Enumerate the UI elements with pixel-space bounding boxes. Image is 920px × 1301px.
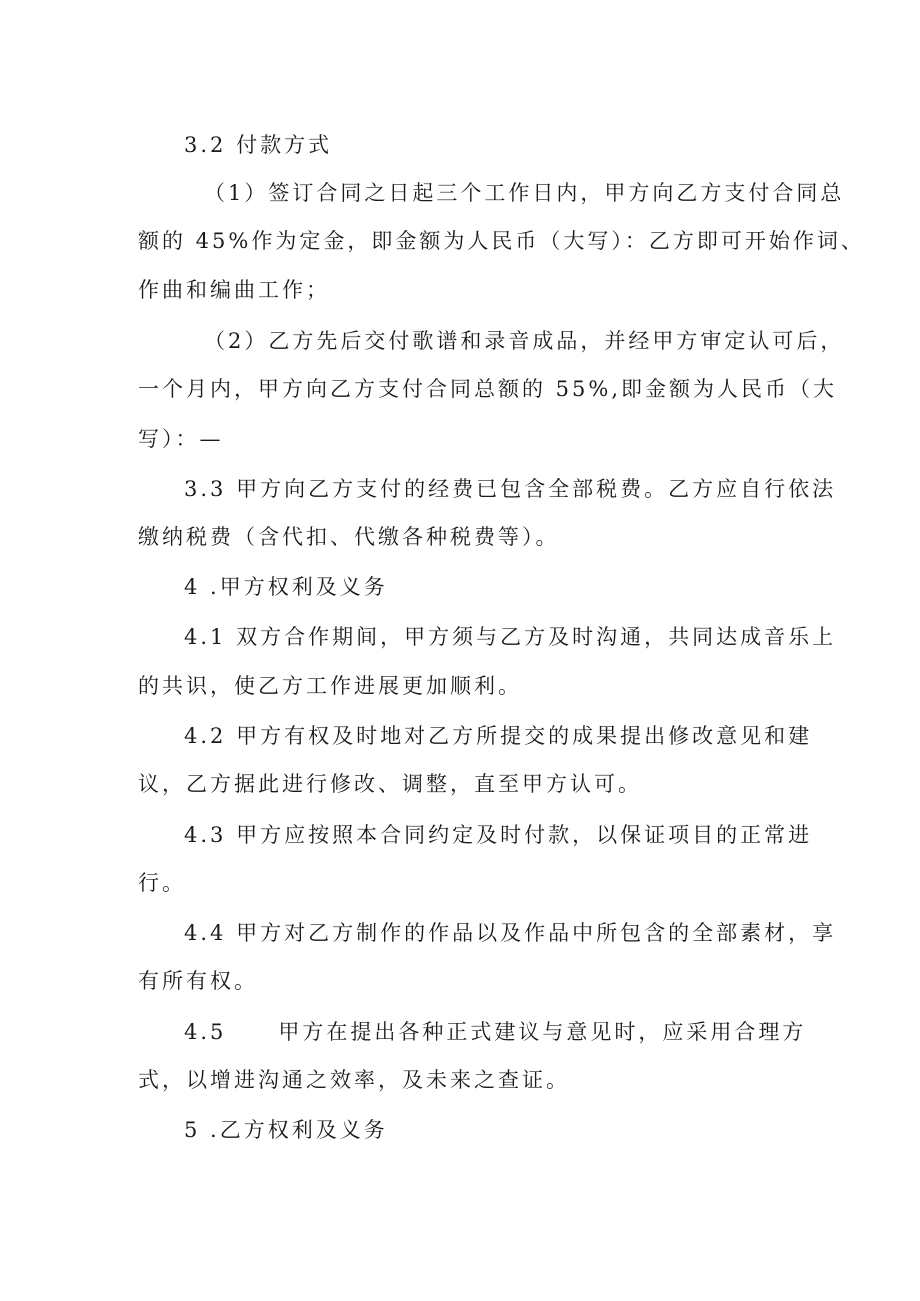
clause-4-3-line-2: 行。 xyxy=(138,871,186,895)
clause-4-4-line-2: 有所有权。 xyxy=(138,969,258,993)
clause-4-2-line-1: 4.2 甲方有权及时地对乙方所提交的成果提出修改意见和建 xyxy=(184,724,813,748)
clause-3-2-1-line-1: （1）签订合同之日起三个工作日内，甲方向乙方支付合同总 xyxy=(204,181,845,205)
clause-3-2-2-line-3: 写）：— xyxy=(138,427,224,451)
clause-4-5-line-2: 式，以增进沟通之效率，及未来之查证。 xyxy=(138,1068,570,1092)
clause-4-2-line-2: 议，乙方据此进行修改、调整，直至甲方认可。 xyxy=(138,772,642,796)
clause-4-1-line-2: 的共识，使乙方工作进展更加顺利。 xyxy=(138,674,522,698)
clause-4-5-line-1 xyxy=(184,1017,806,1047)
clause-4-3-line-1: 4.3 甲方应按照本合同约定及时付款，以保证项目的正常进 xyxy=(184,823,813,847)
clause-4-4-line-1: 4.4 甲方对乙方制作的作品以及作品中所包含的全部素材，享 xyxy=(184,921,837,945)
clause-3-2-1-line-3: 作曲和编曲工作； xyxy=(138,278,330,302)
clause-3-2-2-line-1: （2）乙方先后交付歌谱和录音成品，并经甲方审定认可后， xyxy=(204,329,845,353)
clause-3-3-line-1: 3.3 甲方向乙方支付的经费已包含全部税费。乙方应自行依法 xyxy=(184,477,837,501)
clause-4-5-text: 甲方在提出各种正式建议与意见时，应采用合理方 xyxy=(278,1020,807,1044)
section-5-heading: 5 .乙方权利及义务 xyxy=(184,1118,388,1142)
clause-3-2-1-line-2: 额的 45%作为定金，即金额为人民币（大写）：乙方即可开始作词、 xyxy=(138,229,865,253)
section-3-2-heading: 3.2 付款方式 xyxy=(184,133,333,157)
clause-3-3-line-2: 缴纳税费（含代扣、代缴各种税费等）。 xyxy=(138,525,560,549)
clause-4-5-number: 4.5 xyxy=(184,1020,227,1044)
section-4-heading: 4 .甲方权利及义务 xyxy=(184,575,388,599)
clause-4-1-line-1: 4.1 双方合作期间，甲方须与乙方及时沟通，共同达成音乐上 xyxy=(184,625,837,649)
clause-3-2-2-line-2: 一个月内，甲方向乙方支付合同总额的 55%,即金额为人民币（大 xyxy=(138,377,838,401)
